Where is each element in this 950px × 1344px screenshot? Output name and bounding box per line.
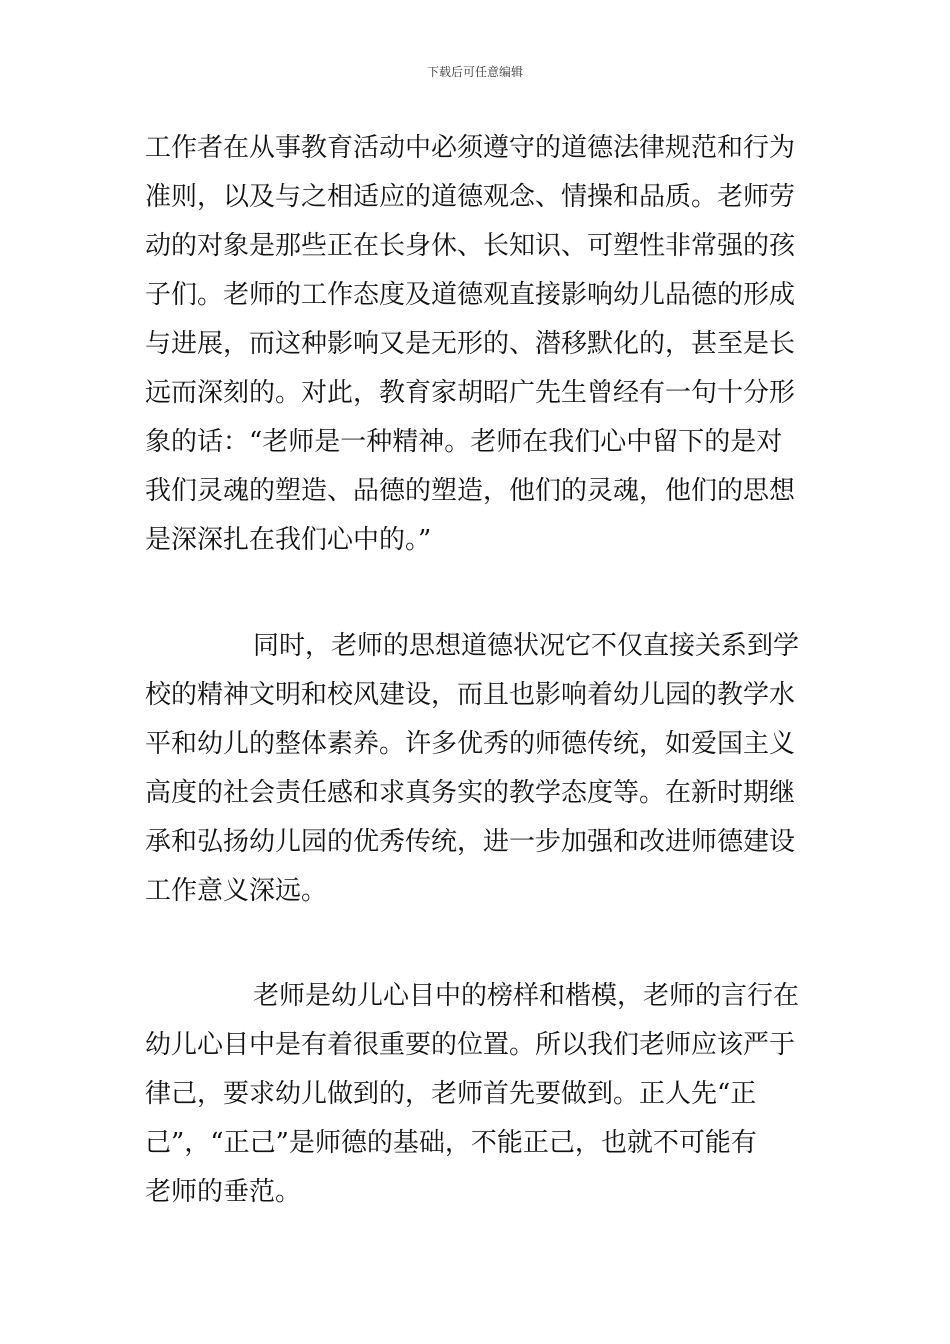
paragraph-2: [145, 622, 810, 916]
text-line: 高度的社会责任感和求真务实的教学态度等。在新时期继: [145, 778, 796, 808]
text-line: 老师的垂范。: [145, 1177, 302, 1207]
text-line: 与进展，而这种影响又是无形的、潜移默化的，甚至是长: [145, 329, 796, 359]
text-line: 动的对象是那些正在长身休、长知识、可塑性非常强的孩: [145, 231, 796, 261]
text-line: 同时，老师的思想道德状况它不仅直接关系到学: [253, 631, 800, 661]
text-line: 准则，以及与之相适应的道德观念、情操和品质。老师劳: [145, 182, 796, 212]
text-line: 子们。老师的工作态度及道德观直接影响幼儿品德的形成: [145, 280, 796, 310]
text-line: 平和幼儿的整体素养。许多优秀的师德传统，如爱国主义: [145, 729, 796, 759]
text-line: 校的精神文明和校风建设，而且也影响着幼儿园的教学水: [145, 680, 796, 710]
text-line: 幼儿心目中是有着很重要的位置。所以我们老师应该严于: [145, 1030, 796, 1060]
text-line: 律己，要求幼儿做到的，老师首先要做到。正人先“正: [145, 1079, 757, 1109]
text-line: 是深深扎在我们心中的。”: [145, 525, 432, 555]
text-line: 远而深刻的。对此，教育家胡昭广先生曾经有一句十分形: [145, 378, 796, 408]
text-line: 老师是幼儿心目中的榜样和楷模，老师的言行在: [253, 981, 800, 1011]
text-line: 工作者在从事教育活动中必须遵守的道德法律规范和行为: [145, 133, 796, 163]
paragraph-3: [145, 972, 810, 1217]
text-line: 己”，“正己”是师德的基础，不能正己，也就不可能有: [145, 1128, 757, 1158]
text-line: 工作意义深远。: [145, 876, 328, 906]
page-header: 下载后可任意编辑: [426, 65, 523, 79]
paragraph-1: [145, 124, 810, 565]
text-line: 承和弘扬幼儿园的优秀传统，进一步加强和改进师德建设: [145, 827, 796, 857]
text-line: 象的话：“老师是一种精神。老师在我们心中留下的是对: [145, 427, 783, 457]
text-line: 我们灵魂的塑造、品德的塑造，他们的灵魂，他们的思想: [145, 476, 796, 506]
